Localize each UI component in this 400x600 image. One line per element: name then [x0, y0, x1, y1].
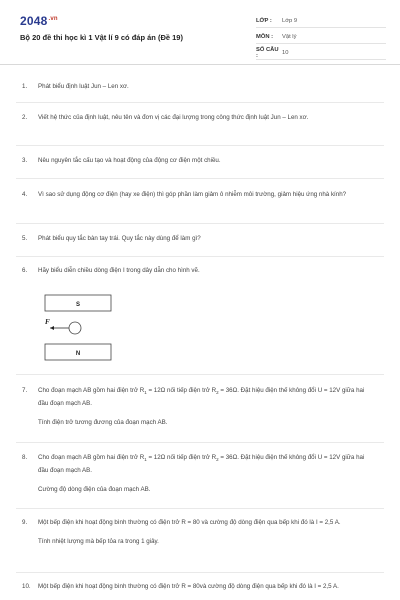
question-number: 9.	[22, 519, 28, 526]
subscript: 1	[144, 390, 147, 396]
sub-question: Cường độ dòng điện của đoạn mạch AB.	[38, 486, 151, 494]
question-text	[38, 385, 373, 409]
logo-text: 2048	[20, 14, 48, 28]
meta-key: LỚP :	[256, 17, 272, 24]
text-part: = 12Ω nối tiếp điện trở R	[146, 454, 217, 461]
question-8	[22, 452, 373, 495]
question-text: Hãy biểu diễn chiều dòng điện I trong dây dẫn cho hình vẽ.	[38, 267, 200, 274]
question-text	[38, 452, 373, 476]
sub-question: Tính nhiệt lượng mà bếp tỏa ra trong 1 giây.	[38, 538, 159, 545]
divider	[16, 374, 384, 375]
text-part: = 12Ω nối tiếp điện trở R	[146, 387, 217, 394]
question-text: Viết hệ thức của định luật, nêu tên và đơn vị các đại lượng trong công thức định luật Jun – Len xơ.	[38, 114, 309, 121]
subscript: 1	[144, 457, 147, 463]
question-7	[22, 385, 373, 428]
question-number: 10.	[22, 583, 31, 590]
text-part: Cho đoạn mạch AB gồm hai điện trở R	[38, 387, 145, 394]
question-number: 5.	[22, 235, 28, 242]
question-number: 3.	[22, 157, 28, 164]
text-part: = 36Ω. Đặt hiệu điện thế không đổi U = 12V giữa hai đầu đoạn mạch AB.	[38, 454, 365, 475]
divider	[16, 508, 384, 509]
question-number: 2.	[22, 114, 28, 121]
question-number: 6.	[22, 267, 28, 274]
text-part: = 36Ω. Đặt hiệu điện thế không đổi U = 12V giữa hai đầu đoạn mạch AB.	[38, 387, 365, 408]
question-number: 7.	[22, 387, 28, 394]
question-number: 4.	[22, 191, 28, 198]
question-number: 8.	[22, 454, 28, 461]
question-text: Vì sao sử dụng động cơ điện (hay xe điện) thì góp phần làm giảm ô nhiễm môi trường, giảm hiệu ứng nhà kính?	[38, 191, 347, 198]
meta-value: 10	[282, 49, 289, 56]
subscript: 2	[216, 390, 219, 396]
question-text: Phát biểu định luật Jun – Len xơ.	[38, 83, 129, 90]
wire-cross-section-icon	[69, 322, 81, 334]
arrow-head-icon	[50, 326, 54, 330]
meta-key: SỐ CÂU :	[256, 46, 279, 59]
meta-key: MÔN :	[256, 33, 274, 40]
question-text: Một bếp điện khi hoạt động bình thường có điện trở R = 80 và cường độ dòng điện qua bếp khi đó là I = 2,5 A.	[38, 519, 341, 526]
document-title: Bộ 20 đề thi học kì 1 Vật lí 9 có đáp án (Đề 19)	[20, 33, 183, 42]
divider	[16, 572, 384, 573]
sub-question: Tính điện trở tương đương của đoạn mạch AB.	[38, 419, 168, 427]
question-9	[22, 517, 373, 547]
magnet-label-n: N	[75, 351, 81, 357]
question-text: Phát biểu quy tắc bàn tay trái. Quy tắc này dùng để làm gì?	[38, 235, 201, 242]
question-text: Một bếp điện khi hoạt động bình thường có điện trở R = 80và cường độ dòng điện qua bếp khi đó là I = 2,5 A.	[38, 583, 339, 590]
meta-value: Vật lý	[282, 33, 297, 40]
question-10	[22, 581, 373, 592]
question-number: 1.	[22, 83, 28, 90]
magnet-label-s: S	[75, 302, 81, 308]
force-label: F	[45, 318, 50, 326]
divider	[16, 442, 384, 443]
text-part: Cho đoạn mạch AB gồm hai điện trở R	[38, 454, 145, 461]
subscript: 2	[216, 457, 219, 463]
logo-suffix: .vn	[48, 16, 58, 22]
question-text: Nêu nguyên tắc cấu tạo và hoạt động của động cơ điện một chiều.	[38, 157, 221, 164]
meta-value: Lớp 9	[282, 17, 298, 24]
